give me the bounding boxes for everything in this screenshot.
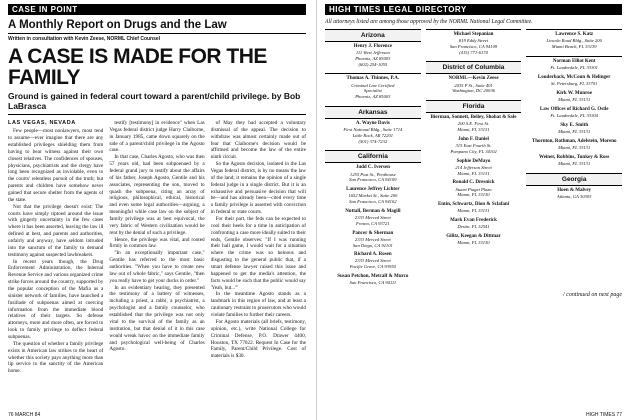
attorney-address-line: 1652 Market St., Suite 200 [348,193,398,199]
attorney-address-line: 111 West Jefferson [355,50,390,56]
attorney-name: Richard A. Rosen [354,252,392,258]
attorney-listing [325,42,421,69]
directory-column [526,29,622,288]
attorney-address-line: 2333 Merced Street [354,215,391,221]
article-paragraph: Few people—most nonlawyers, most tend to assume—ever imagine that there are any established privileges shielding them from having to bear witness against their own closest relatives. The confidences of spouses, physicians, psychiatrists and the clergy have long been recognized as inviolable, even to the courts' relentless pursuit of the truth; but parents and children have somehow never gained that secure shelter from the agents of the state. [8,128,104,203]
attorney-address-line: Washington, DC 20036 [452,88,495,94]
attorney-listing [325,229,421,251]
attorney-name: John F. Daniel [458,136,489,142]
article-column [8,120,103,420]
state-heading: Arkansas [325,107,421,119]
article-paragraph: Not that the privilege doesn't exist: The courts have simply tiptoed around the issue with gingerly uncertainty in the few cases where it has been asserted, leaving the law ill defined at best, and parents and authorities, unfairly and anyway, have seldom intruded into the sanctum of the family to demand testimony against suspected lawbreakers. [8,203,104,258]
attorney-listing [526,105,622,121]
attorney-listing [325,207,421,229]
article-column [211,120,306,420]
attorney-listing [526,89,622,105]
attorney-name: Law Offices of Richard G. Ostle [539,106,609,112]
page-folio: 76 MARCH 84 [8,412,41,418]
attorney-listing [526,186,622,202]
directory-intro: All attorneys listed are among those approved by the NORML National Legal Committee. [325,19,533,25]
article-paragraph: For Agosto materials (all briefs, testimony, opinion, etc.), write National College for Criminal Defense, P.O. Drawer 4400, Houston, TX 77022. Request In Case for the Family, Parent/Child Privilege. Cost of materials is $30. [210,318,306,360]
attorney-listing [526,30,622,52]
attorney-name: Mark Evan Frederick [450,218,497,224]
attorney-address-line: Specialist [363,88,382,94]
attorney-listing [426,135,522,157]
attorney-address-line: 200 S.E. First St. [457,121,490,127]
attorney-address-line: Miami, FL 33131 [457,127,490,133]
article-columns [8,120,306,420]
attorney-address-line: Ft. Lauderdale, FL 33301 [550,64,598,70]
directory-state-block [325,73,421,101]
attorney-address-line: 214 Jefferson Street [455,164,492,170]
directory-state-block [526,173,622,202]
attorney-address-line: (602) 254-1055 [358,61,388,67]
attorney-name: Henry J. Florence [353,44,393,49]
article-paragraph: In an evidentiary hearing, they presented the testimony of a battery of witnesses, including a priest, a rabbi, a psychiatrist, a psychologist and a family counselor, who established that the privilege was not only vital to the survival of the family as an institution, but that denial of it in this case would wreak havoc on the immediate family and psychological well-being of Charles Agosto. [109,284,205,353]
attorney-address-line: 315 East Fourth St. [455,143,492,149]
directory-column [426,29,522,288]
attorney-name: Thomas A. Thinnes, P.A. [346,76,400,82]
attorney-address-line: Miami, FL 33131 [558,128,591,134]
attorney-name: Michael Stepanian [453,32,494,37]
attorney-address-line: San Francisco, CA 94109 [349,177,397,183]
attorney-listing [426,113,522,135]
attorney-name: Susan Petchon, Metcalf & Murco [337,273,409,279]
attorney-listing [325,185,421,207]
attorney-address-line: Miami, FL 33130 [457,192,490,198]
attorney-address-line: Atlanta, GA 30303 [556,193,592,199]
attorney-listing [426,157,522,179]
dateline: LAS VEGAS, NEVADA [8,120,76,126]
state-heading: Georgia [526,174,622,186]
directory-state-block [426,61,522,96]
attorney-name: Norman Elliot Kent [552,58,596,64]
article-paragraph: Hence, the privilege was vital, and rooted firmly in common law. [109,236,205,250]
attorney-address-line: Phoenix, AZ 85003 [355,94,391,100]
right-page [316,0,630,420]
attorney-address-line: Lincoln Road Bldg., Suite 200 [546,38,602,44]
article-paragraph: In that case, Charles Agosto, who was then 57 years old, had been subpoenaed by a federal grand jury to testify about the affairs of his father, Joseph Agosto, Gentile and his associates, representing the son, moved to quash the subpoena, citing an array of religious, philosophical, ethical, historical and even some legal authorities—arguing, a meaningful while case law on the subject of family privilege was at best equivocal, the very fabric of Western civilization would be rent by the denial of such a privilege. [109,154,205,236]
attorney-address-line: San Francisco, CA 94102 [349,199,397,205]
attorney-address-line: San Francisco, CA 94109 [449,43,498,49]
article-paragraph: So the Agosto decision, isolated in the Las Vegas federal district, is by no means the law of the land; it remains the opinion of a single federal judge in a single district. But it is an exhaustive and persuasive decision that will be—and has already been—cited every time a family privilege is asserted with conviction in federal or state courts. [210,161,306,216]
attorney-name: Gilitz, Keegan & Dittmar [446,234,501,240]
attorney-name: NORML—Kevin Zeese [448,76,499,82]
section-bar: HIGH TIMES LEGAL DIRECTORY [325,4,622,15]
attorney-listing [325,119,421,146]
attorney-listing [325,272,421,288]
directory-state-block [526,56,622,169]
article-paragraph: testify [testimony] in evidence" when Las Vegas federal district judge Harry Claiborne, in January 1985, came down squarely on the side of a parent/child privilege in the Agosto case. [109,120,205,154]
article-paragraph: In the meantime Agosto stands as a landmark in this region of law, and at least a cautionary restraint to prosecutors who would violate families to further their careers. [210,291,306,319]
attorney-listing [526,137,622,153]
attorney-listing [526,73,622,89]
attorney-address-line: Little Rock, AR 72201 [352,132,394,138]
section-bar: CASE IN POINT [8,4,306,15]
page-folio: HIGH TIMES 77 [585,412,622,418]
left-page [0,0,314,420]
directory-state-block [325,29,421,69]
article-paragraph: of May they had accepted a voluntary dismissal of the appeal. The decision to withdraw was almost certainly made out of fear that Claiborne's decision would be affirmed and become the law of the entire ninth circuit. [210,120,306,161]
article-paragraph: In recent years though, the Drug Enforcement Administration, the Internal Revenue Service and various organized crime strike forces around the country, supported by the popular conception of the Mafia as a sinister network of families, have launched a fusillade of subpoenas aimed at coercing information from the immediate blood relatives of their targets. So defense attorneys, more and more often, are forced to look to family privilege to deflect federal subpoenas. [8,258,104,341]
attorney-address-line: Destin, FL 32541 [457,224,490,230]
attorney-name: Louderback, McCoun & Helinger [537,74,611,80]
attorney-listing [426,74,522,96]
directory-state-block [325,106,421,146]
attorney-address-line: 819 Eddy Street [458,38,489,44]
attorney-name: Nuttall, Berman & Magill [345,208,401,214]
attorney-address-line: Criminal Law Certified [351,82,395,88]
attorney-address-line: First National Bldg., Suite 1714 [343,127,403,133]
attorney-address-line: 2333 Merced Street [354,258,391,264]
headline: A CASE IS MADE FOR THE FAMILY [8,45,267,89]
attorney-name: Lawrence S. Katz [555,32,594,37]
article-paragraph: "In an exceptionally important case," Gentile has referred to the most basic authorities. "When you have to create new law out of whole fabric," says Gentile, "then you really have to get your ducks in order." [109,250,205,284]
state-heading: Florida [426,101,522,113]
attorney-listing [426,232,522,248]
attorney-address-line: Miami, FL 33131 [558,160,591,166]
attorney-address-line: San Diego, CA 92101 [352,242,393,248]
attorney-listing [426,178,522,200]
directory [325,29,622,288]
attorney-listing [426,30,522,57]
attorney-name: Bierman, Sonnett, Beiley, Shohat & Sale [430,115,517,121]
attorney-address-line: Miami, FL 33131 [457,208,490,214]
deck: Ground is gained in federal court toward a parent/child privilege. by Bob LaBrasca [8,91,306,115]
attorney-address-line: 2035 P St., Suite 401 [454,82,493,88]
attorney-address-line: Ft. Lauderdale, FL 33304 [550,112,598,118]
directory-state-block [426,29,522,57]
attorney-name: Kirk W. Munroe [556,90,592,96]
attorney-listing [426,200,522,216]
attorney-address-line: San Francisco, CA 94111 [349,280,397,286]
attorney-name: Sky E. Smith [560,122,589,128]
attorney-address-line: (501) 374-7232 [358,138,388,144]
attorney-address-line: Fresno, CA 93721 [356,220,390,226]
directory-state-block [426,100,522,248]
attorney-name: Weiner, Robbins, Tunkey & Ross [538,154,610,160]
article-paragraph: For their part, the feds can be expected to cool their heels for a time in anticipation of confronting a case more ideally suited to their ends, Gentile observes: "If I was running their hall game, I would wait for a situation where the crime was so heinous and disgusting to the general public that, if a smart defense lawyer raised this issue and happened to get the media's attention, the facts would be such that the public would say 'Yeah, but...'" [210,216,306,291]
attorney-address-line: Miami, FL 33131 [457,170,490,176]
directory-state-block [325,150,421,288]
attorney-listing [325,74,421,101]
attorney-name: Judd C. Iversen [355,165,390,171]
attorney-address-line: 2333 Merced Street [354,236,391,242]
attorney-name: Pancer & Sherman [352,230,394,236]
state-heading: District of Columbia [426,62,522,74]
attorney-address-line: Miami Beach, FL 33139 [551,43,597,49]
attorney-address-line: Pacific Grove, CA 93950 [349,264,396,270]
article-column [109,120,204,420]
continued-note: / continued on next page [563,291,622,298]
attorney-name: Sophie DeMayo [456,158,491,164]
attorney-name: A. Wayne Davis [355,120,390,126]
attorney-listing [526,57,622,73]
attorney-address-line: Miami, FL 33130 [457,240,490,246]
attorney-listing [426,216,522,232]
attorney-listing [526,153,622,169]
directory-state-block [526,29,622,52]
directory-column [325,29,421,288]
attorney-name: Thornton, Rothman, Adelstein, Moreno [531,138,617,144]
attorney-address-line: Miami, FL 33131 [558,144,591,150]
attorney-listing [526,121,622,137]
attorney-name: Entin, Schwartz, Dion & Sclafani [437,202,510,208]
attorney-listing [325,163,421,185]
state-heading: California [325,151,421,163]
byline: Written in consultation with Kevin Zeese, NORML Chief Counsel [8,36,161,42]
attorney-name: Hoen & Malvey [557,187,592,193]
state-heading: Arizona [325,30,421,42]
attorney-address-line: Pompano City, FL 34102 [450,148,497,154]
attorney-address-line: (415) 771-6174 [459,49,488,55]
attorney-name: Ronald C. Dresnick [452,180,495,186]
attorney-address-line: Stuart Piaget Plaza [455,186,492,192]
attorney-address-line: Phoenix, AZ 85003 [355,55,391,61]
attorney-address-line: 1255 Post St., Penthouse [349,171,396,177]
attorney-address-line: Miami, FL 33131 [558,96,591,102]
attorney-name: Laurence Jeffrey Lichter [346,187,400,193]
attorney-listing [325,250,421,272]
article-paragraph: The question of whether a family privilege exists in American law strikes to the heart of whether this society pays anything more than lip service to the sanctity of the American home. [8,340,104,375]
attorney-address-line: St. Petersburg, FL 33701 [551,80,598,86]
kicker: A Monthly Report on Drugs and the Law [8,19,306,34]
